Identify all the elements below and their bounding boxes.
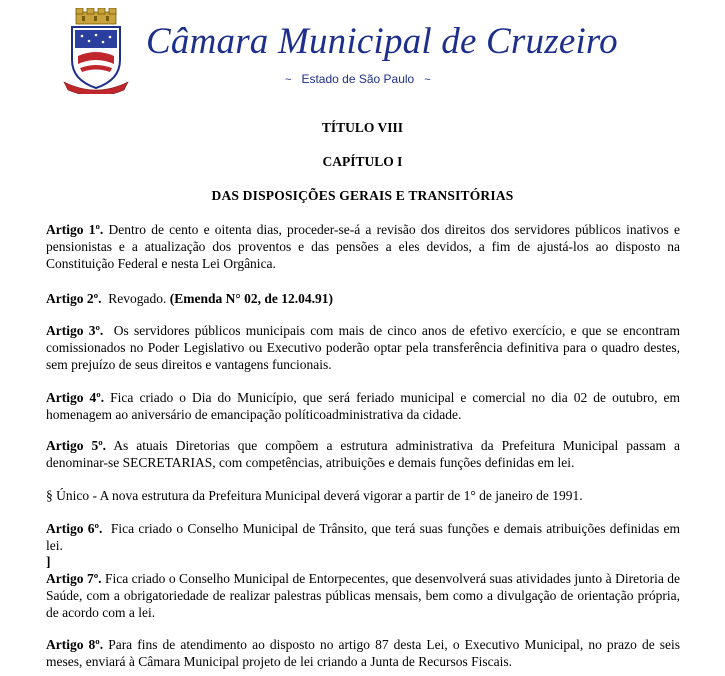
article-label: Artigo 2º. <box>46 291 102 306</box>
article-label: Artigo 6º. <box>46 521 103 536</box>
article-text: As atuais Diretorias que compõem a estrutura administrativa da Prefeitura Municipal passam a denominar-se SECRETARIAS, com competências, atribuições e demais funções definidas em lei. <box>46 438 680 470</box>
org-state-line <box>285 72 431 86</box>
article-8 <box>46 636 680 670</box>
article-text: Fica criado o Dia do Município, que será feriado municipal e comercial no dia 02 de outubro, em homenagem ao aniversário de emancipação políticoadministrativa da cidade. <box>46 390 680 422</box>
article-text: Fica criado o Conselho Municipal de Entorpecentes, que desenvolverá suas atividades junto à Diretoria de Saúde, com a obrigatoriedade de realizar palestras públicas mensais, bem como a divulgação de orientação própria, de acordo com a lei. <box>46 571 680 620</box>
stray-mark: ] <box>46 554 51 569</box>
article-6 <box>46 520 680 554</box>
document-header <box>0 0 725 100</box>
org-name: Câmara Municipal de Cruzeiro <box>146 21 618 62</box>
article-label: Artigo 8º. <box>46 637 104 652</box>
article-text: Para fins de atendimento ao disposto no artigo 87 desta Lei, o Executivo Municipal, no prazo de seis meses, enviará à Câmara Municipal projeto de lei criando a Junta de Recursos Fiscais. <box>46 637 680 669</box>
chapter-heading: CAPÍTULO I <box>322 154 403 169</box>
article-4 <box>46 389 680 423</box>
article-text: Revogado. <box>108 291 167 306</box>
title-heading: TÍTULO VIII <box>321 120 404 135</box>
article-3 <box>46 322 680 373</box>
article-1 <box>46 221 680 272</box>
org-state: Estado de São Paulo <box>301 72 415 86</box>
article-label: Artigo 7º. <box>46 571 102 586</box>
article-7 <box>46 570 680 621</box>
article-label: Artigo 4º. <box>46 390 105 405</box>
tilde-left: ~ <box>285 74 292 86</box>
article-2 <box>46 290 680 307</box>
article-label: Artigo 3º. <box>46 323 104 338</box>
tilde-right: ~ <box>424 74 431 86</box>
article-label: Artigo 5º. <box>46 438 107 453</box>
article-amendment-note: (Emenda N° 02, de 12.04.91) <box>169 291 333 306</box>
article-label: Artigo 1º. <box>46 222 104 237</box>
article-text: Dentro de cento e oitenta dias, proceder-se-á a revisão dos direitos dos servidores públicos inativos e pensionistas e a atualização dos proventos e das pensões a eles devidos, a fim de ajustá-los ao disposto na Constituição Federal e nesta Lei Orgânica. <box>46 222 681 271</box>
article-5 <box>46 437 680 471</box>
article-5-sole-paragraph: § Único - A nova estrutura da Prefeitura Municipal deverá vigorar a partir de 1° de janeiro de 1991. <box>46 488 583 503</box>
article-text: Fica criado o Conselho Municipal de Trânsito, que terá suas funções e demais atribuições definidas em lei. <box>46 521 680 553</box>
section-heading: DAS DISPOSIÇÕES GERAIS E TRANSITÓRIAS <box>211 188 514 203</box>
municipal-coat-of-arms-icon <box>62 8 130 94</box>
article-text: Os servidores públicos municipais com mais de cinco anos de efetivo exercício, e que se encontram comissionados no Poder Legislativo ou Executivo poderão optar pela transferência definitiva para o quadro destes, sem prejuízo de seus direitos e vantagens funcionais. <box>46 323 680 372</box>
